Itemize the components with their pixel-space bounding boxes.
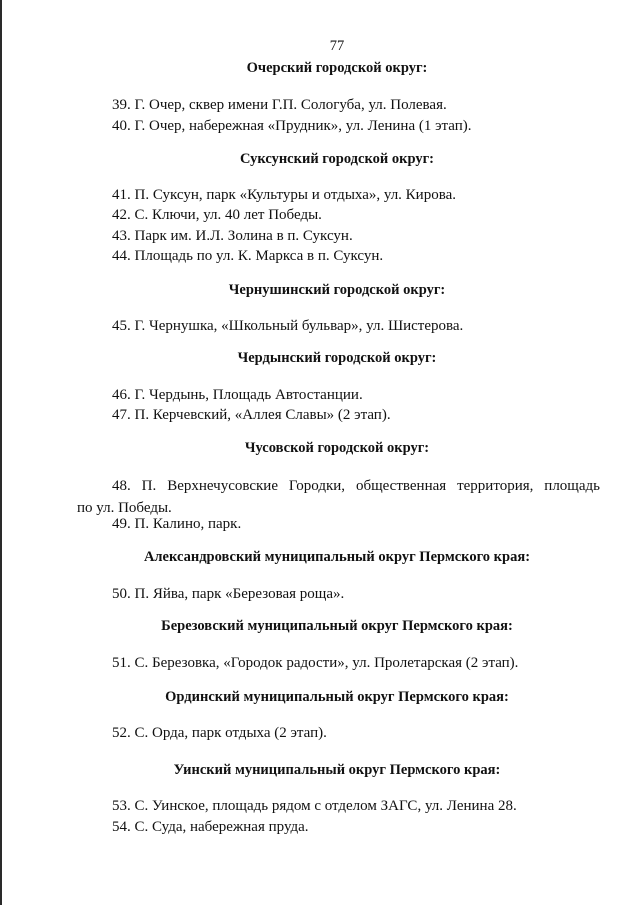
list-item: 47. П. Керчевский, «Аллея Славы» (2 этап). (112, 407, 391, 423)
section-heading-uinsky: Уинский муниципальный округ Пермского края: (173, 762, 501, 778)
list-item: 54. С. Суда, набережная пруда. (112, 819, 309, 835)
list-item: 40. Г. Очер, набережная «Прудник», ул. Ленина (1 этап). (112, 118, 472, 134)
section-heading-ochersky: Очерский городской округ: (246, 60, 428, 76)
list-item: 45. Г. Чернушка, «Школьный бульвар», ул. Шистерова. (112, 318, 464, 334)
section-heading-berezovsky: Березовский муниципальный округ Пермского края: (161, 618, 513, 634)
list-item-wrapped (77, 475, 600, 519)
list-item: 44. Площадь по ул. К. Маркса в п. Суксун. (112, 248, 384, 264)
list-item-line-2: по ул. Победы. (77, 500, 172, 516)
list-item: 46. Г. Чердынь, Площадь Автостанции. (112, 387, 363, 403)
section-heading-ordinsky: Ординский муниципальный округ Пермского края: (165, 689, 509, 705)
page-number: 77 (329, 38, 345, 54)
list-item: 50. П. Яйва, парк «Березовая роща». (112, 586, 345, 602)
list-item-line-1: 48. П. Верхнечусовские Городки, общественная территория, площадь (112, 478, 600, 494)
list-item: 52. С. Орда, парк отдыха (2 этап). (112, 725, 327, 741)
list-item: 39. Г. Очер, сквер имени Г.П. Сологуба, ул. Полевая. (112, 97, 447, 113)
section-heading-suksunsky: Суксунский городской округ: (239, 151, 434, 167)
section-heading-cherdynsky: Чердынский городской округ: (237, 350, 437, 366)
list-item: 41. П. Суксун, парк «Культуры и отдыха», ул. Кирова. (112, 187, 457, 203)
list-item: 42. С. Ключи, ул. 40 лет Победы. (112, 207, 322, 223)
section-heading-chusovskoy: Чусовской городской округ: (244, 440, 430, 456)
section-heading-aleksandrovsky: Александровский муниципальный округ Пермского края: (143, 549, 531, 565)
list-item: 53. С. Уинское, площадь рядом с отделом ЗАГС, ул. Ленина 28. (112, 798, 517, 814)
list-item: 43. Парк им. И.Л. Золина в п. Суксун. (112, 228, 353, 244)
list-item: 49. П. Калино, парк. (112, 516, 242, 532)
section-heading-chernushinsky: Чернушинский городской округ: (228, 282, 446, 298)
list-item: 51. С. Березовка, «Городок радости», ул. Пролетарская (2 этап). (112, 655, 519, 671)
